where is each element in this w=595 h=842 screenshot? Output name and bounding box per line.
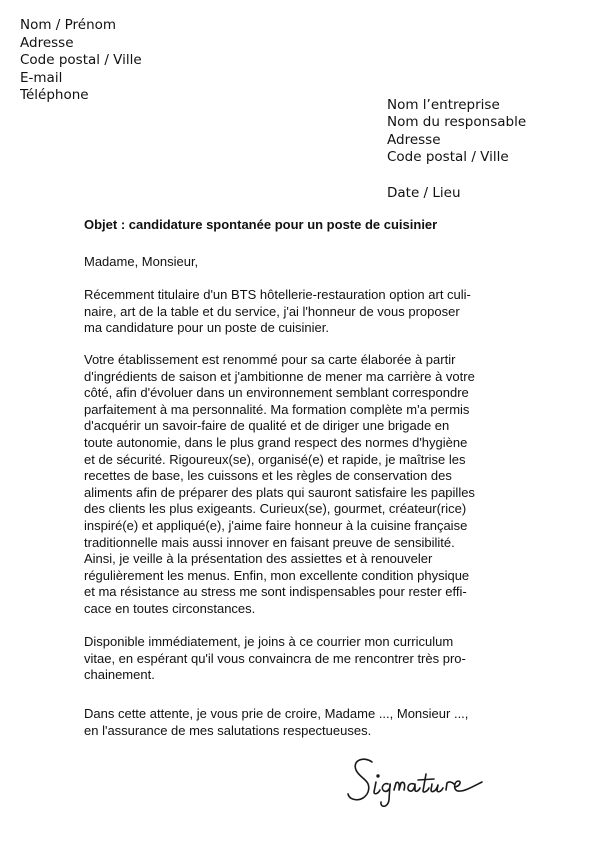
paragraph-line: Ainsi, je veille à la présentation des assiettes et à renouveler	[84, 551, 433, 567]
paragraph-line: et ma résistance au stress me sont indispensables pour rester effi-	[84, 584, 467, 600]
paragraph-line: d'acquérir un savoir-faire de qualité et de diriger une brigade en	[84, 418, 450, 434]
paragraph-line: inspiré(e) et appliqué(e), j'aime faire honneur à la cuisine française	[84, 517, 468, 533]
handwritten-signature	[342, 752, 502, 810]
paragraph-motivation	[84, 352, 514, 618]
recipient-block	[387, 97, 526, 202]
paragraph-line: régulièrement les menus. Enfin, mon excellente condition physique	[84, 567, 470, 583]
sender-phone: Téléphone	[20, 87, 89, 104]
sender-address: Adresse	[20, 34, 74, 51]
sender-block	[20, 17, 142, 105]
letter-subject: Objet : candidature spontanée pour un poste de cuisinier	[84, 217, 438, 232]
paragraph-line: traditionnelle mais aussi innover en faisant preuve de sensibilité.	[84, 534, 455, 550]
sender-email: E-mail	[20, 69, 63, 86]
paragraph-line: recettes de base, les cuissons et les règles de conservation des	[84, 468, 452, 484]
sender-name: Nom / Prénom	[20, 17, 117, 33]
paragraph-line: Disponible immédiatement, je joins à ce courrier mon curriculum	[84, 634, 454, 649]
paragraph-line: et de sécurité. Rigoureux(se), organisé(e) et rapide, je maîtrise les	[84, 451, 466, 467]
date-place: Date / Lieu	[387, 184, 461, 201]
paragraph-line: toute autonomie, dans le plus grand respect des normes d'hygiène	[84, 434, 468, 450]
paragraph-line: d'ingrédients de saison et j'ambitionne de mener ma carrière à votre	[84, 368, 475, 384]
paragraph-line: chainement.	[84, 667, 155, 683]
letter-salutation: Madame, Monsieur,	[84, 254, 199, 269]
paragraph-line: naire, art de la table et du service, j'ai l'honneur de vous proposer	[84, 303, 460, 319]
paragraph-line: Dans cette attente, je vous prie de croire, Madame ..., Monsieur ...,	[84, 706, 469, 721]
paragraph-line: Récemment titulaire d'un BTS hôtellerie-restauration option art culi-	[84, 287, 471, 302]
paragraph-line: aliments afin de préparer des plats qui sauront satisfaire les papilles	[84, 484, 475, 500]
paragraph-line: en l'assurance de mes salutations respectueuses.	[84, 722, 372, 738]
paragraph-line: vitae, en espérant qu'il vous convaincra de me rencontrer très pro-	[84, 650, 466, 666]
recipient-postal-city: Code postal / Ville	[387, 149, 509, 166]
recipient-address: Adresse	[387, 131, 441, 148]
paragraph-availability	[84, 634, 514, 684]
recipient-company: Nom l’entreprise	[387, 97, 500, 113]
recipient-manager: Nom du responsable	[387, 114, 527, 131]
sender-postal-city: Code postal / Ville	[20, 52, 142, 69]
paragraph-line: parfaitement à ma personnalité. Ma formation complète m'a permis	[84, 401, 470, 417]
paragraph-closing	[84, 706, 514, 739]
paragraph-intro	[84, 287, 514, 337]
paragraph-line: ma candidature pour un poste de cuisinier.	[84, 320, 329, 336]
paragraph-line: Votre établissement est renommé pour sa carte élaborée à partir	[84, 352, 456, 367]
paragraph-line: des clients les plus exigeants. Curieux(se), gourmet, créateur(rice)	[84, 501, 467, 517]
paragraph-line: cace en toutes circonstances.	[84, 600, 256, 616]
paragraph-line: côté, afin d'évoluer dans un environnement semblant correspondre	[84, 385, 469, 401]
